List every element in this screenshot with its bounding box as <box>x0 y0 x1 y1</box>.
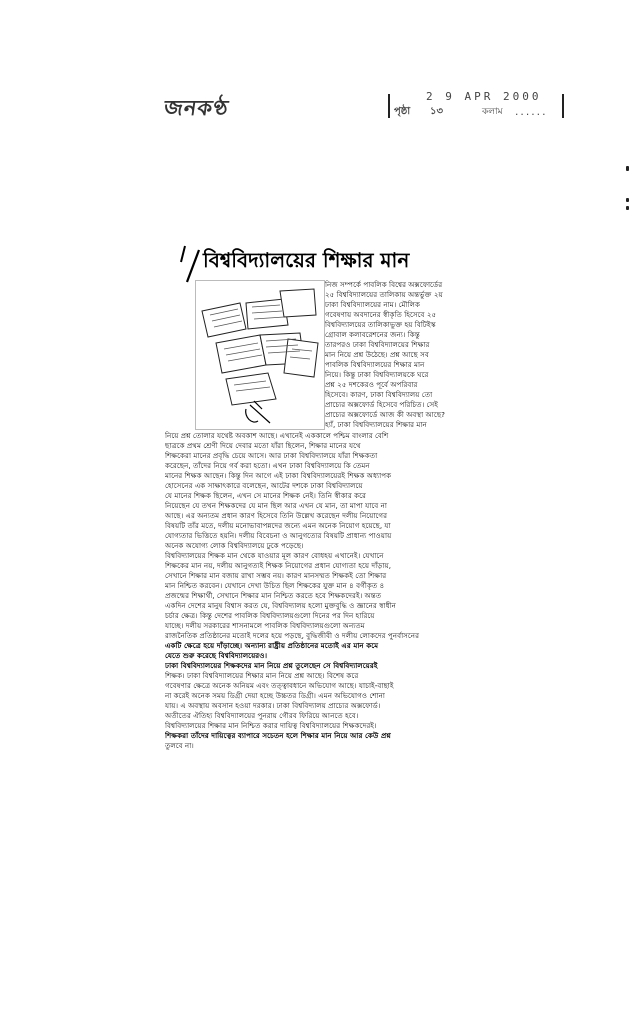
text-line: গবেষণায় অবদানের স্বীকৃতি হিসেবে ২৫ <box>325 310 437 319</box>
text-line: নিয়ে। কিন্তু ঢাকা বিশ্ববিদ্যালয়কে ঘরে <box>325 370 429 379</box>
stamp-column-value: ...... <box>514 108 547 118</box>
title-slash-marks <box>179 244 205 284</box>
article-title: বিশ্ববিদ্যালয়ের শিক্ষার মান <box>203 248 410 272</box>
text-line: হিসেবে। কারণ, ঢাকা বিশ্ববিদ্যালয় তো <box>325 390 433 399</box>
text-line: অতীতের ঐতিহ্য বিশ্ববিদ্যালয়ের পুনরায় গৌরব ফিরিয়ে আনতে হবে। <box>165 711 359 720</box>
text-line: নিয়েছেন যে তখন শিক্ষকদের যে মান ছিল আর এখন যে মান, তা মাপা যাবে না <box>165 501 387 510</box>
text-line: ঢাকা বিশ্ববিদ্যালয়ের শিক্ষকদের মান নিয়ে প্রশ্ন তুলেছেন সে বিশ্ববিদ্যালয়েরই <box>165 661 378 670</box>
text-line: গ্রোবাল কলাবরেশনের জন্য। কিন্তু <box>325 330 420 339</box>
text-line: পাবলিক বিশ্ববিদ্যালয়ের শিক্ষার মান <box>325 360 425 369</box>
text-line: প্রাচ্যের অক্সফোর্ডে আজ কী অবস্থা আছে? <box>325 410 445 419</box>
text-line: ২৫ বিশ্ববিদ্যালয়ের তালিকায় অন্তর্ভুক্ত ২য় <box>325 290 443 299</box>
text-line: একদিন দেশের মানুষ বিশ্বাস করত যে, বিশ্ববিদ্যালয় হলো মুক্তবুদ্ধি ও জ্ঞানের স্বাধীন <box>165 601 396 610</box>
stamp-page-label: পৃষ্ঠা <box>394 106 411 117</box>
text-line: হোসেনের এক সাক্ষাৎকারে বলেছেন, আটের দশকে ঢাকা বিশ্ববিদ্যালয়ে <box>165 481 363 490</box>
text-line: ছাত্রকে প্রথম শ্রেণী দিয়ে দেবার মতো যাঁরা ছিলেন, শিক্ষার মানের যথে <box>165 441 361 450</box>
stamp-date: 2 9 APR 2000 <box>426 90 542 103</box>
stamp-bracket-right <box>562 94 564 118</box>
text-line: ঢাকা বিশ্ববিদ্যালয়ের নাম। মৌলিক <box>325 300 421 309</box>
clipping-stamp <box>386 90 566 122</box>
text-line: অনেক অযোগ্য লোক বিশ্ববিদ্যালয়ে ঢুকে পড়েছে। <box>165 541 304 550</box>
text-line: গবেষণার ক্ষেত্রে অনেক অনিয়ম এবং তত্ত্বাবধানে অভিযোগ আছে। যাচাই-বাছাই <box>165 681 394 690</box>
text-line: শিক্ষকরা তাঁদের দায়িত্বের ব্যাপারে সচেতন হলে শিক্ষার মান নিয়ে আর কেউ প্রশ্ন <box>165 731 391 740</box>
text-line: মান নিয়ে প্রশ্ন উঠেছে। প্রশ্ন আছে সব <box>325 350 429 359</box>
text-line: শিক্ষকের মান নয়, দলীয় আনুগত্যই শিক্ষক নিয়োগের প্রধান যোগ্যতা হয়ে দাঁড়ায়, <box>165 561 391 570</box>
text-line: নিয়ে প্রশ্ন তোলার যথেষ্ট অবকাশ আছে। এখানেই এককালে পশ্চিম বাংলার বেশি <box>165 431 389 440</box>
stamp-column-label: কলাম <box>482 107 503 117</box>
text-line: মান নিশ্চিত করবেন। যেখানে দেখা উচিত ছিল শিক্ষকের যুক্ত মান ৪ বর্গীকৃত ৪ <box>165 581 385 590</box>
text-line: সেখানে শিক্ষার মান বজায় রাখা সম্ভব নয়। কারণ মানসম্মত শিক্ষকই তো শিক্ষার <box>165 571 387 580</box>
newspaper-masthead: জনকণ্ঠ <box>162 96 231 120</box>
text-line: প্রাচ্যের অক্সফোর্ড হিসেবে পরিচিত। সেই <box>325 400 438 409</box>
text-line: বিশ্ববিদ্যালয়ের শিক্ষার মান নিশ্চিত করার দায়িত্ব বিশ্ববিদ্যালয়ের শিক্ষকদেরই। <box>165 721 377 730</box>
article-illustration <box>195 280 325 430</box>
text-line: তুলবে না। <box>165 741 194 750</box>
text-line: যায়। এ অবস্থায় অবসান হওয়া দরকার। ঢাকা বিশ্ববিদ্যালয় প্রাচ্যের অক্সফোর্ড। <box>165 701 381 710</box>
margin-mark <box>626 166 629 171</box>
text-line: যে মানের শিক্ষক ছিলেন, এখন সে মানের শিক্ষক নেই। তিনি স্বীকার করে <box>165 491 366 500</box>
article <box>165 236 477 839</box>
text-line: নিজ সম্পর্কে পাবলিক বিশ্বের অক্সফোর্ডের <box>325 280 443 289</box>
text-line: হ্যাঁ, ঢাকা বিশ্ববিদ্যালয়ের শিক্ষার মান <box>325 420 427 429</box>
margin-mark <box>626 198 629 202</box>
text-line: বিশ্ববিদ্যালয়ের তালিকাভুক্ত হয় বিটিইস্ক <box>325 320 436 329</box>
text-line: শিক্ষক। ঢাকা বিশ্ববিদ্যালয়ের শিক্ষার মান নিয়ে প্রশ্ন আছে। বিশেষ করে <box>165 671 359 680</box>
text-line: শিক্ষকেরা মানের প্রবৃদ্ধি চেয়ে আসে। আর ঢাকা বিশ্ববিদ্যালয়ে যাঁরা শিক্ষকতা <box>165 451 378 460</box>
text-line: চর্চার ক্ষেত্র। কিন্তু দেশের পাবলিক বিশ্ববিদ্যালয়গুলো দিনের পর দিন হারিয়ে <box>165 611 375 620</box>
stamp-bracket-left <box>388 94 390 118</box>
text-line: তারপরও ঢাকা বিশ্ববিদ্যালয়ের শিক্ষার <box>325 340 430 349</box>
text-line: না করেই অনেক সময় ডিগ্রী দেয়া হচ্ছে উচ্চতর ডিগ্রী। এমন অভিযোগও শোনা <box>165 691 385 700</box>
text-line: যোগ্যতার ভিত্তিতে হয়নি। দলীয় বিবেচনা ও আনুগত্যের বিষয়টি প্রাধান্য পাওয়ায় <box>165 531 392 540</box>
stamp-page-number: ১৩ <box>430 106 443 117</box>
text-line: বিষয়টি তাঁর মতে, দলীয় মনোভাবাপন্নদের জন্যে এমন অনেক নিয়োগ হয়েছে, যা <box>165 521 391 530</box>
text-line: একটি ক্ষেত্রে হয়ে দাঁড়াচ্ছে। অন্যান্য রাষ্ট্রীয় প্রতিষ্ঠানের মতোই এর মান কমে <box>165 641 379 650</box>
text-line: যাচ্ছে। দলীয় সরকারের শাসনামলে পাবলিক বিশ্ববিদ্যালয়গুলো অন্যতম <box>165 621 365 630</box>
text-line: বিশ্ববিদ্যালয়ের শিক্ষক মান থেকে যাওয়ার মূল কারণ বোধহয় এখানেই। যেখানে <box>165 551 384 560</box>
text-line: আছে। এর অন্যতম প্রধান কারণ হিসেবে তিনি উল্লেখ করেছেন দলীয় নিয়োগের <box>165 511 388 520</box>
text-line: প্রজন্মের শিক্ষার্থী, সেখানে শিক্ষার মান নিশ্চিত করতে হবে শিক্ষকদেরই। অন্তত <box>165 591 382 600</box>
text-line: প্রশ্ন ২৫ দশকেরও পূর্বে অপরিবার <box>325 380 418 389</box>
text-line: করেছেন, তাঁদের নিয়ে গর্ব করা হতো। এখন ঢাকা বিশ্ববিদ্যালয়ে কি তেমন <box>165 461 370 470</box>
text-line: রাজনৈতিক প্রতিষ্ঠানের মতোই দলের হয়ে পড়ছে, বুদ্ধিজীবী ও দলীয় লোকদের পুনর্বাসনের <box>165 631 420 640</box>
text-line: মানের শিক্ষক আছেন। কিন্তু দিন আগে এই ঢাকা বিশ্ববিদ্যালয়েরই শিক্ষক অধ্যাপক <box>165 471 392 480</box>
text-line: যেতে শুরু করেছে বিশ্ববিদ্যালয়েরও। <box>165 651 268 660</box>
margin-mark <box>626 206 629 210</box>
